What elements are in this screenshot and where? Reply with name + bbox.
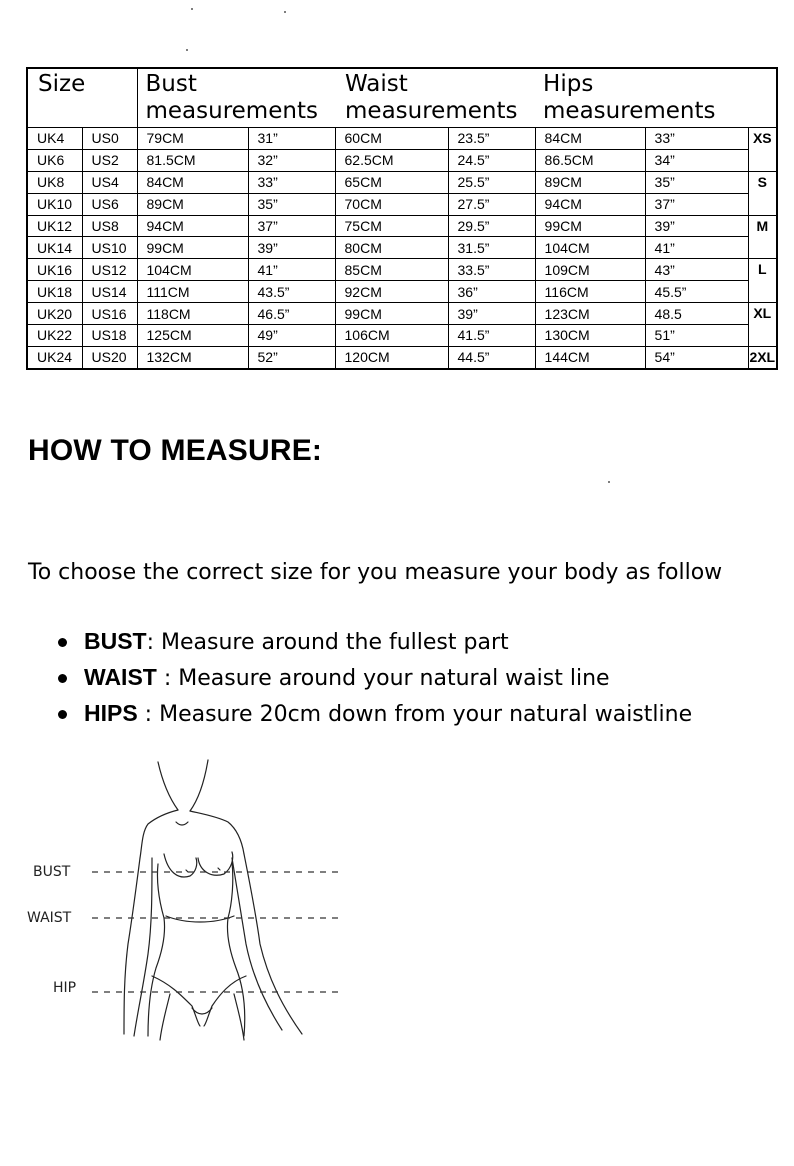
bust-in-cell: 37”: [248, 215, 335, 237]
uk-size-cell: UK4: [27, 128, 82, 150]
bust-cm-cell: 84CM: [137, 171, 248, 193]
table-row: [27, 259, 777, 281]
speck: [608, 481, 610, 483]
waist-in-cell: 27.5”: [448, 193, 535, 215]
hips-cm-cell: 86.5CM: [535, 149, 645, 171]
waist-cm-cell: 65CM: [335, 171, 448, 193]
waist-in-cell: 33.5”: [448, 259, 535, 281]
waist-in-cell: 36”: [448, 281, 535, 303]
letter-size-cell-empty: [748, 237, 777, 259]
us-size-cell: US20: [82, 346, 137, 368]
bust-in-cell: 31”: [248, 128, 335, 150]
figure-waist-label: WAIST: [27, 910, 72, 926]
bust-cm-cell: 94CM: [137, 215, 248, 237]
hips-in-cell: 39”: [645, 215, 748, 237]
uk-size-cell: UK8: [27, 171, 82, 193]
waist-in-cell: 24.5”: [448, 149, 535, 171]
uk-size-cell: UK10: [27, 193, 82, 215]
waist-in-cell: 25.5”: [448, 171, 535, 193]
waist-header: Waist measurements: [335, 68, 535, 128]
waist-cm-cell: 70CM: [335, 193, 448, 215]
bust-cm-cell: 99CM: [137, 237, 248, 259]
hips-cm-cell: 89CM: [535, 171, 645, 193]
uk-size-cell: UK20: [27, 303, 82, 325]
uk-size-cell: UK22: [27, 325, 82, 347]
letter-size-cell-empty: [748, 193, 777, 215]
waist-cm-cell: 80CM: [335, 237, 448, 259]
hips-cm-cell: 104CM: [535, 237, 645, 259]
bust-cm-cell: 125CM: [137, 325, 248, 347]
waist-in-cell: 31.5”: [448, 237, 535, 259]
list-item-bust: [56, 624, 692, 660]
bust-in-cell: 35”: [248, 193, 335, 215]
hips-label: HIPS: [84, 700, 138, 726]
list-item-hips: [56, 696, 692, 732]
hips-in-cell: 41”: [645, 237, 748, 259]
us-size-cell: US16: [82, 303, 137, 325]
bust-in-cell: 32”: [248, 149, 335, 171]
bust-cm-cell: 132CM: [137, 346, 248, 368]
bust-cm-cell: 79CM: [137, 128, 248, 150]
hips-in-cell: 54”: [645, 346, 748, 368]
us-size-cell: US18: [82, 325, 137, 347]
hips-in-cell: 51”: [645, 325, 748, 347]
waist-label: WAIST: [84, 664, 157, 690]
size-header: Size: [27, 68, 137, 128]
waist-in-cell: 44.5”: [448, 346, 535, 368]
waist-in-cell: 29.5”: [448, 215, 535, 237]
bust-cm-cell: 118CM: [137, 303, 248, 325]
waist-in-cell: 39”: [448, 303, 535, 325]
us-size-cell: US4: [82, 171, 137, 193]
letter-size-cell-empty: [748, 281, 777, 303]
bullet-icon: [58, 710, 67, 719]
table-row: [27, 237, 777, 259]
hips-cm-cell: 116CM: [535, 281, 645, 303]
us-size-cell: US2: [82, 149, 137, 171]
bust-in-cell: 43.5”: [248, 281, 335, 303]
size-chart-table: [26, 67, 778, 370]
table-row: [27, 149, 777, 171]
uk-size-cell: UK12: [27, 215, 82, 237]
uk-size-cell: UK16: [27, 259, 82, 281]
hips-in-cell: 34”: [645, 149, 748, 171]
bust-in-cell: 41”: [248, 259, 335, 281]
table-row: [27, 193, 777, 215]
hips-in-cell: 37”: [645, 193, 748, 215]
waist-cm-cell: 60CM: [335, 128, 448, 150]
body-measurement-figure: [20, 754, 360, 1044]
bust-label: BUST: [84, 628, 147, 654]
table-row: [27, 325, 777, 347]
waist-cm-cell: 120CM: [335, 346, 448, 368]
letter-size-cell: L: [748, 259, 777, 281]
bust-in-cell: 49”: [248, 325, 335, 347]
us-size-cell: US6: [82, 193, 137, 215]
letter-size-cell: M: [748, 215, 777, 237]
us-size-cell: US8: [82, 215, 137, 237]
waist-cm-cell: 99CM: [335, 303, 448, 325]
table-header-row: [27, 68, 777, 128]
waist-cm-cell: 75CM: [335, 215, 448, 237]
bust-in-cell: 39”: [248, 237, 335, 259]
hips-in-cell: 48.5: [645, 303, 748, 325]
letter-size-cell: XS: [748, 128, 777, 150]
table-row: [27, 128, 777, 150]
body-outline-illustration: [124, 760, 302, 1040]
us-size-cell: US10: [82, 237, 137, 259]
letter-size-cell: XL: [748, 303, 777, 325]
measure-intro-text: To choose the correct size for you measure your body as follow: [28, 560, 723, 585]
bust-cm-cell: 89CM: [137, 193, 248, 215]
uk-size-cell: UK24: [27, 346, 82, 368]
letter-size-cell-empty: [748, 325, 777, 347]
letter-size-cell: 2XL: [748, 346, 777, 368]
table-row: [27, 215, 777, 237]
us-size-cell: US12: [82, 259, 137, 281]
hips-header: Hips measurements: [535, 68, 777, 128]
bust-cm-cell: 111CM: [137, 281, 248, 303]
hips-in-cell: 35”: [645, 171, 748, 193]
list-item-waist: [56, 660, 692, 696]
hips-instruction: : Measure 20cm down from your natural waistline: [137, 702, 693, 727]
table-row: [27, 303, 777, 325]
letter-size-cell: S: [748, 171, 777, 193]
bust-in-cell: 33”: [248, 171, 335, 193]
waist-cm-cell: 85CM: [335, 259, 448, 281]
bullet-icon: [58, 638, 67, 647]
hips-cm-cell: 99CM: [535, 215, 645, 237]
us-size-cell: US14: [82, 281, 137, 303]
table-row: [27, 171, 777, 193]
waist-cm-cell: 62.5CM: [335, 149, 448, 171]
figure-bust-label: BUST: [33, 864, 71, 880]
bust-instruction: : Measure around the fullest part: [146, 630, 509, 655]
hips-cm-cell: 94CM: [535, 193, 645, 215]
table-row: [27, 281, 777, 303]
table-row: [27, 346, 777, 368]
waist-in-cell: 23.5”: [448, 128, 535, 150]
hips-cm-cell: 84CM: [535, 128, 645, 150]
hips-cm-cell: 130CM: [535, 325, 645, 347]
bust-cm-cell: 104CM: [137, 259, 248, 281]
measure-instructions-list: [56, 624, 692, 732]
bust-cm-cell: 81.5CM: [137, 149, 248, 171]
bust-in-cell: 46.5”: [248, 303, 335, 325]
figure-hip-label: HIP: [53, 980, 77, 996]
uk-size-cell: UK14: [27, 237, 82, 259]
uk-size-cell: UK6: [27, 149, 82, 171]
bust-in-cell: 52”: [248, 346, 335, 368]
uk-size-cell: UK18: [27, 281, 82, 303]
speck: [284, 11, 286, 13]
hips-in-cell: 43”: [645, 259, 748, 281]
speck: [191, 8, 193, 10]
waist-in-cell: 41.5”: [448, 325, 535, 347]
how-to-measure-title: HOW TO MEASURE:: [28, 434, 323, 467]
hips-cm-cell: 144CM: [535, 346, 645, 368]
speck: [186, 49, 188, 51]
letter-size-cell-empty: [748, 149, 777, 171]
waist-instruction: : Measure around your natural waist line: [156, 666, 610, 691]
hips-in-cell: 45.5”: [645, 281, 748, 303]
hips-cm-cell: 123CM: [535, 303, 645, 325]
hips-cm-cell: 109CM: [535, 259, 645, 281]
waist-cm-cell: 106CM: [335, 325, 448, 347]
bust-header: Bust measurements: [137, 68, 335, 128]
us-size-cell: US0: [82, 128, 137, 150]
bullet-icon: [58, 674, 67, 683]
waist-cm-cell: 92CM: [335, 281, 448, 303]
hips-in-cell: 33”: [645, 128, 748, 150]
